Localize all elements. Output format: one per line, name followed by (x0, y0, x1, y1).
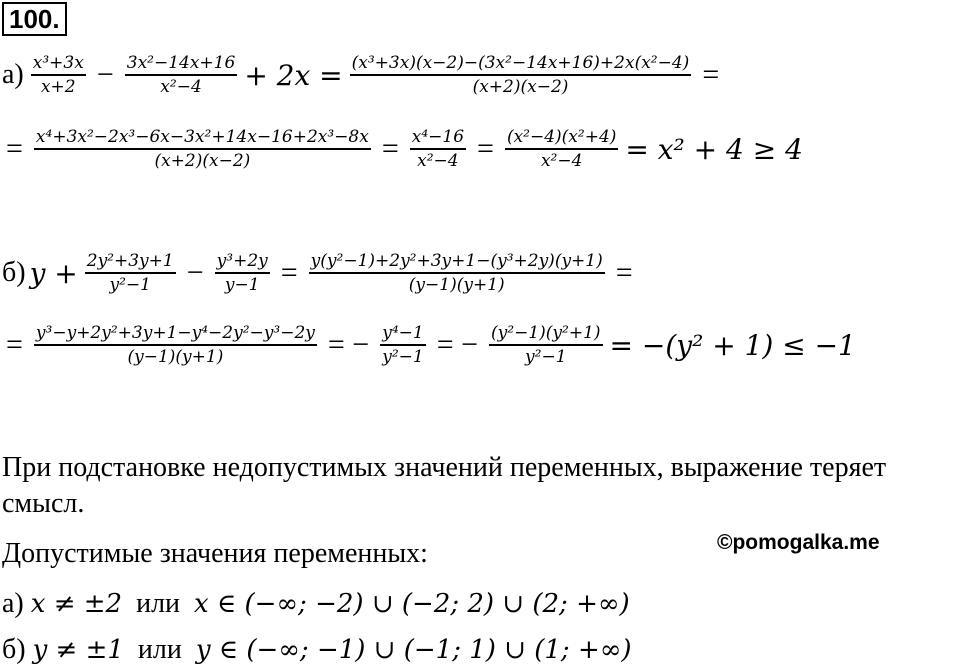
operator: = (381, 132, 399, 165)
part-b-line-1 (2, 250, 637, 314)
part-a-line-2 (2, 126, 803, 190)
operator: − (96, 58, 114, 91)
domain-a (2, 588, 630, 620)
part-a-line-1 (2, 52, 723, 116)
fraction: $\frac{\text{(x³+3x)(x−2)−(3x²−14x+16)+2x(x²−4)}}{(x+2)(x-2)}$ (351, 53, 690, 97)
fraction: $\frac{\text{x³+3x}}{x+2}$ (32, 53, 84, 97)
fraction: $\frac{\text{(y²−1)(y²+1)}}{\text{y²−1}}$ (491, 323, 601, 367)
fraction: $\frac{\text{y³−y+2y²+3y+1−y⁴−2y²−y³−2y}}{(y-1)(y+1)}$ (35, 323, 315, 367)
domain-b (2, 634, 632, 666)
domain-a-condition: x ≠ ±2 (30, 589, 123, 619)
part-a-label: а) (2, 59, 24, 90)
operator: = (702, 58, 720, 91)
domain-heading: Допустимые значения переменных: (2, 538, 428, 569)
domain-b-or: или (137, 634, 182, 665)
domain-b-condition: y ≠ ±1 (32, 635, 124, 665)
operator: − (186, 256, 204, 289)
fraction: $\frac{\text{y⁴−1}}{\text{y²−1}}$ (382, 323, 424, 367)
operator: = (615, 256, 633, 289)
part-b-label: б) (2, 257, 26, 288)
fraction: $\frac{\text{y³+2y}}{y-1}$ (216, 251, 268, 295)
fraction: $\frac{\text{y(y²−1)+2y²+3y+1−(y³+2y)(y+1)}}{(y-1)(y+1)}$ (310, 251, 603, 295)
term: + 2x = (244, 58, 343, 92)
note-text: При подстановке недопустимых значений переменных, выражение теряет смысл. (2, 452, 887, 519)
domain-a-or: или (136, 588, 181, 619)
result: = −(y² + 1) ≤ −1 (609, 328, 856, 362)
operator: = (280, 256, 298, 289)
fraction: $\frac{\text{x⁴−16}}{\text{x²−4}}$ (411, 127, 465, 171)
operator: = (477, 132, 494, 165)
fraction: $\frac{\text{(x²−4)(x²+4)}}{\text{x²−4}}$ (506, 127, 617, 171)
operator: = (6, 132, 23, 165)
term: y + (29, 256, 78, 290)
operator: = − (436, 328, 479, 361)
result: = x² + 4 ≥ 4 (625, 132, 803, 166)
domain-b-label: б) (2, 634, 26, 665)
watermark: ©pomogalka.me (717, 531, 880, 554)
operator: = − (327, 328, 370, 361)
domain-b-interval: y ∈ (−∞; −1) ∪ (−1; 1) ∪ (1; +∞) (195, 635, 632, 665)
fraction: $\frac{\text{x⁴+3x²−2x³−6x−3x²+14x−16+2x³−8x}}{(x+2)(x-2)}$ (35, 127, 369, 171)
domain-a-label: а) (2, 588, 24, 619)
fraction: $\frac{\text{2y²+3y+1}}{\text{y²−1}}$ (86, 251, 174, 295)
domain-a-interval: x ∈ (−∞; −2) ∪ (−2; 2) ∪ (2; +∞) (194, 589, 630, 619)
part-b-line-2 (2, 322, 856, 386)
problem-number: 100. (2, 2, 67, 36)
fraction: $\frac{\text{3x²−14x+16}}{\text{x²−4}}$ (126, 53, 236, 97)
operator: = (6, 328, 23, 361)
